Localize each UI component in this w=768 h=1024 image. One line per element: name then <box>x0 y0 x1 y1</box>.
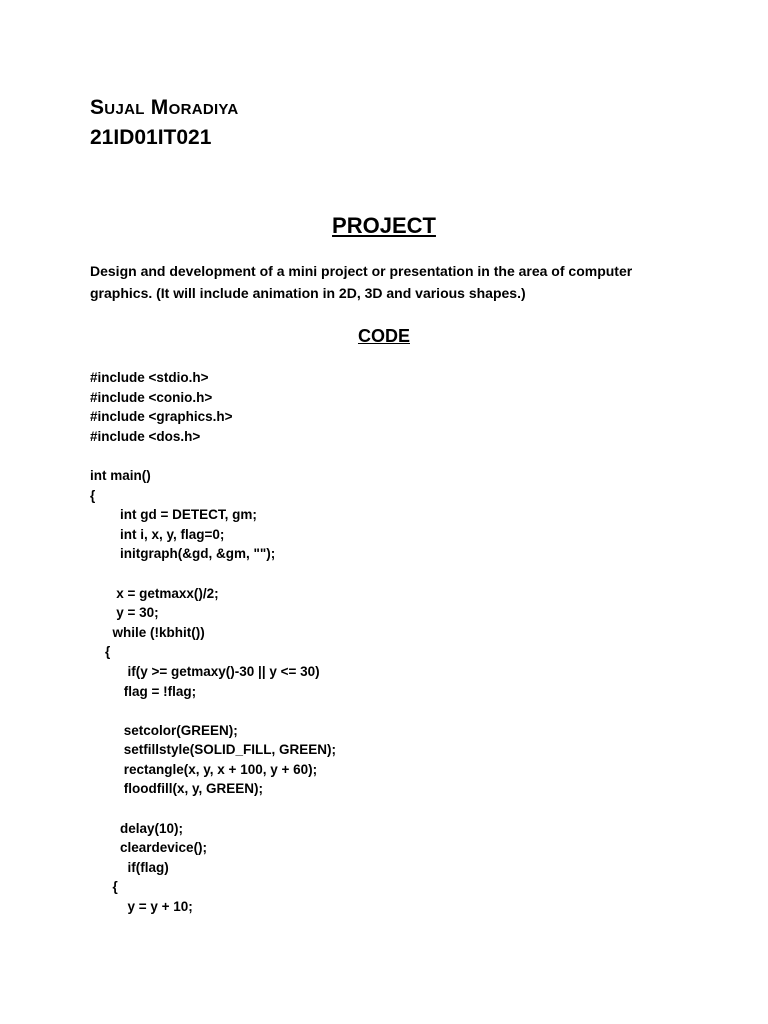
code-line: int gd = DETECT, gm; <box>90 507 257 523</box>
code-line: { <box>90 644 111 660</box>
author-name: Sujal Moradiya <box>90 96 239 119</box>
code-heading: CODE <box>357 326 410 346</box>
code-line: initgraph(&gd, &gm, ""); <box>90 546 276 562</box>
code-line: while (!kbhit()) <box>90 624 205 640</box>
code-line <box>90 701 690 721</box>
code-line: int i, x, y, flag=0; <box>90 526 225 542</box>
code-line: y = y + 10; <box>90 899 193 915</box>
project-heading: PROJECT <box>332 213 436 238</box>
code-line: delay(10); <box>90 820 184 836</box>
code-line <box>90 799 690 819</box>
code-line: #include <graphics.h> <box>90 409 233 425</box>
code-line: { <box>90 879 118 895</box>
code-line: if(y >= getmaxy()-30 || y <= 30) <box>90 663 320 679</box>
code-line: #include <stdio.h> <box>90 370 209 385</box>
code-line: floodfill(x, y, GREEN); <box>90 781 264 797</box>
code-line: y = 30; <box>90 605 159 621</box>
code-line: setfillstyle(SOLID_FILL, GREEN); <box>90 742 337 758</box>
code-line: flag = !flag; <box>90 683 197 699</box>
code-line: x = getmaxx()/2; <box>90 585 219 601</box>
code-block <box>90 368 690 917</box>
code-line: setcolor(GREEN); <box>90 722 238 738</box>
code-line: #include <conio.h> <box>90 389 213 405</box>
code-line: if(flag) <box>90 859 169 875</box>
code-line: #include <dos.h> <box>90 428 201 444</box>
code-line: rectangle(x, y, x + 100, y + 60); <box>90 761 318 777</box>
code-line <box>90 564 690 584</box>
code-line: int main() <box>90 467 151 483</box>
author-id: 21ID01IT021 <box>90 126 212 149</box>
project-description: Design and development of a mini project or presentation in the area of computer graphics. (It will include animation in 2D, 3D and various shapes.) <box>90 263 633 301</box>
code-line <box>90 446 690 466</box>
code-line: { <box>90 487 96 503</box>
code-line: cleardevice(); <box>90 840 208 856</box>
